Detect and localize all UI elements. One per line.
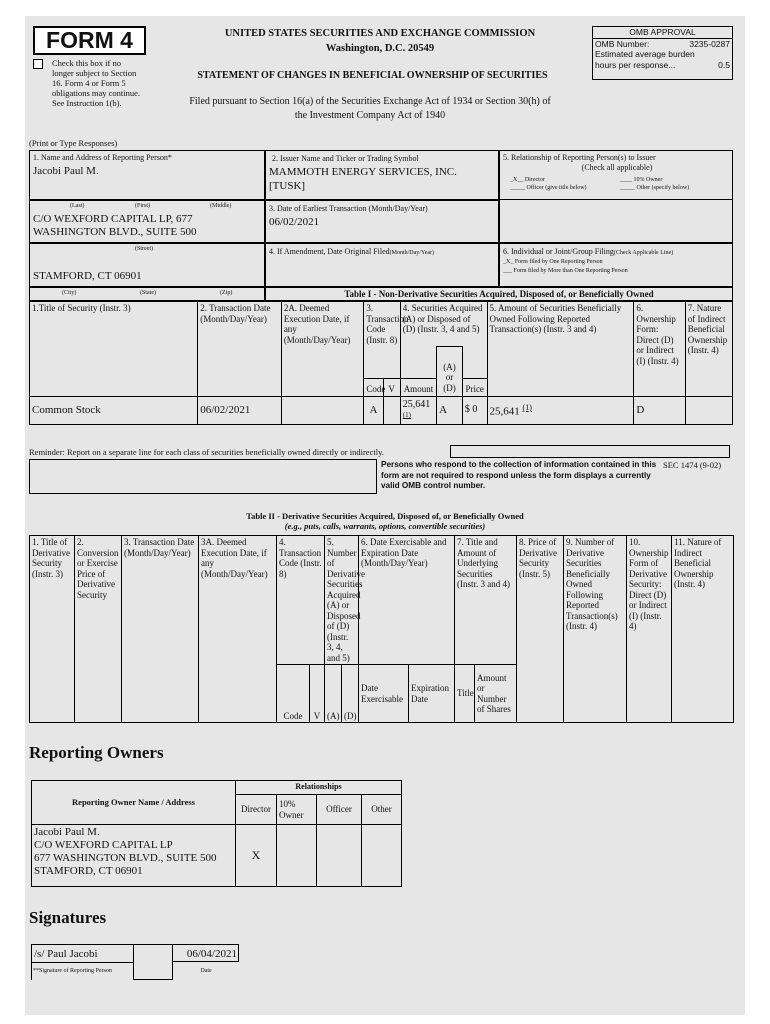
amendment-box bbox=[265, 243, 499, 287]
t2-h-date: 3. Transaction Date (Month/Day/Year) bbox=[122, 536, 199, 723]
t2-h-underlying: 7. Title and Amount of Underlying Securities (Instr. 3 and 4) bbox=[455, 536, 517, 665]
t2-h-nature: 11. Nature of Indirect Beneficial Ownership (Instr. 4) bbox=[672, 536, 734, 723]
earliest-date-label: 3. Date of Earliest Transaction (Month/Day/Year) bbox=[269, 204, 428, 213]
t2-h-sub-code: Code bbox=[277, 665, 310, 723]
table2-title: Table II - Derivative Securities Acquired, Disposed of, or Beneficially Owned bbox=[246, 511, 524, 521]
city-label: (City) bbox=[62, 290, 77, 296]
omb-number: 3235-0287 bbox=[689, 38, 730, 49]
table1-title: Table I - Non-Derivative Securities Acquired, Disposed of, or Beneficially Owned bbox=[344, 289, 654, 299]
table1-non-derivative bbox=[29, 301, 733, 425]
owner-mark: ____ bbox=[620, 177, 632, 183]
t1-row-price: $ 0 bbox=[462, 396, 487, 424]
t1-h-sub-code: Code bbox=[364, 378, 383, 396]
t2-h-sub-d: (D) bbox=[342, 665, 359, 723]
t2-h-sub-expiration: Expiration Date bbox=[409, 665, 455, 723]
t1-row-v bbox=[383, 396, 400, 424]
filed-pursuant-line1: Filed pursuant to Section 16(a) of the Securities Exchange Act of 1934 or Section 30(h) of bbox=[189, 96, 551, 107]
t2-h-sub-v: V bbox=[310, 665, 325, 723]
form-title: FORM 4 bbox=[46, 27, 133, 53]
group-filing-line2: ___ Form filed by More than One Reporting Person bbox=[503, 268, 628, 274]
first-label: (First) bbox=[135, 203, 150, 209]
t1-h-title: 1.Title of Security (Instr. 3) bbox=[30, 302, 198, 397]
group-filing-box bbox=[499, 243, 733, 287]
t2-h-owned: 9. Number of Derivative Securities Beneficially Owned Following Reported Transaction(s) (Instr. 4) bbox=[564, 536, 627, 723]
t1-row-code: A bbox=[364, 396, 383, 424]
issuer-box bbox=[265, 150, 499, 200]
reporting-street-box bbox=[29, 243, 265, 287]
sec-code: SEC 1474 (9-02) bbox=[663, 460, 722, 470]
owners-relationships-header: Relationships bbox=[236, 781, 402, 795]
filed-pursuant-line2: the Investment Company Act of 1940 bbox=[294, 110, 446, 121]
agency-name: UNITED STATES SECURITIES AND EXCHANGE COMMISSION bbox=[224, 28, 536, 39]
t2-h-form: 10. Ownership Form of Derivative Security: Direct (D) or Indirect (I) (Instr. 4) bbox=[627, 536, 672, 723]
owner-line-company: C/O WEXFORD CAPITAL LP bbox=[34, 839, 173, 851]
group-filing-line1: _X_ Form filed by One Reporting Person bbox=[503, 259, 603, 265]
reporting-city-box bbox=[29, 287, 265, 301]
omb-title: OMB APPROVAL bbox=[593, 27, 732, 39]
signature-rule bbox=[31, 962, 133, 963]
print-or-type: (Print or Type Responses) bbox=[29, 138, 118, 148]
reporting-person-box bbox=[29, 150, 265, 200]
t2-h-sub-a: (A) bbox=[325, 665, 342, 723]
t1-h-sub-v: V bbox=[383, 378, 400, 396]
relationship-label: 5. Relationship of Reporting Person(s) to Issuer bbox=[503, 153, 656, 162]
omb-approval-box bbox=[592, 26, 733, 80]
other-text: Other (specify below) bbox=[636, 185, 690, 191]
t1-h-sub-price: Price bbox=[462, 378, 487, 396]
reporting-person-label: 1. Name and Address of Reporting Person bbox=[33, 153, 168, 162]
t1-row-owned-cell bbox=[487, 396, 634, 424]
statement-title: STATEMENT OF CHANGES IN BENEFICIAL OWNERSHIP OF SECURITIES bbox=[197, 70, 548, 81]
owners-other-header: Other bbox=[362, 795, 402, 825]
owner-address-cell bbox=[32, 825, 236, 887]
last-label: (Last) bbox=[70, 203, 85, 209]
t2-h-code: 4. Transaction Code (Instr. 8) bbox=[277, 536, 325, 665]
t2-h-sub-title: Title bbox=[455, 665, 475, 723]
form-page bbox=[25, 16, 745, 1015]
t1-row-owned: 25,641 bbox=[489, 405, 520, 418]
omb-burden-line2: hours per response... bbox=[595, 59, 676, 70]
reminder-text: Reminder: Report on a separate line for each class of securities beneficially owned directly or indirectly. bbox=[29, 447, 384, 457]
t1-h-price-space bbox=[462, 346, 487, 378]
t1-h-sub-amount: Amount bbox=[400, 378, 436, 396]
issuer-label: 2. Issuer Name and Ticker or Trading Symbol bbox=[272, 154, 419, 163]
table-row bbox=[30, 396, 733, 424]
owner-ten-pct bbox=[277, 825, 317, 887]
omb-hours: 0.5 bbox=[718, 59, 730, 70]
t2-h-sub-amount: Amount or Number of Shares bbox=[475, 665, 517, 723]
address-line2: WASHINGTON BLVD., SUITE 500 bbox=[33, 226, 197, 238]
t1-row-amount-footnote[interactable]: (1) bbox=[402, 411, 411, 419]
asterisk: * bbox=[167, 153, 172, 162]
t1-h-deemed: 2A. Deemed Execution Date, if any (Month/Day/Year) bbox=[281, 302, 364, 397]
signatures-heading: Signatures bbox=[29, 908, 107, 927]
amendment-label: 4. If Amendment, Date Original Filed bbox=[269, 247, 390, 256]
reporting-owners-heading: Reporting Owners bbox=[29, 743, 164, 762]
t1-row-owned-footnote[interactable]: (1) bbox=[522, 402, 532, 412]
owner-other bbox=[362, 825, 402, 887]
relationship-rule bbox=[500, 199, 732, 200]
relationship-box bbox=[499, 150, 733, 243]
reminder-field bbox=[450, 445, 730, 458]
issuer-ticker: [TUSK] bbox=[269, 180, 306, 192]
t1-h-date: 2. Transaction Date (Month/Day/Year) bbox=[198, 302, 282, 397]
city-line: STAMFORD, CT 06901 bbox=[33, 270, 142, 282]
omb-number-label: OMB Number: bbox=[595, 38, 650, 49]
t1-row-nature bbox=[685, 396, 732, 424]
group-filing-label: 6. Individual or Joint/Group Filing bbox=[503, 247, 614, 256]
signature-value: /s/ Paul Jacobi bbox=[34, 948, 98, 960]
zip-label: (Zip) bbox=[220, 290, 233, 296]
t1-row-amount-cell bbox=[400, 396, 436, 424]
agency-city: Washington, D.C. 20549 bbox=[325, 43, 435, 54]
check-box-text: Check this box if no longer subject to Section 16. Form 4 or Form 5 obligations may continue. See Instruction 1(b). bbox=[52, 58, 141, 108]
owners-name-header: Reporting Owner Name / Address bbox=[32, 781, 236, 825]
officer-mark: _____ bbox=[510, 185, 525, 191]
signature-date-label: Date bbox=[200, 968, 212, 974]
t2-h-conversion: 2. Conversion or Exercise Price of Derivative Security bbox=[75, 536, 122, 723]
t1-h-form: 6. Ownership Form: Direct (D) or Indirect (I) (Instr. 4) bbox=[634, 302, 685, 397]
no-longer-subject-checkbox[interactable] bbox=[33, 59, 43, 69]
t1-row-title: Common Stock bbox=[30, 396, 198, 424]
owner-line-street: 677 WASHINGTON BLVD., SUITE 500 bbox=[34, 852, 217, 864]
t1-h-code-space bbox=[364, 346, 400, 378]
state-label: (State) bbox=[140, 290, 156, 296]
notice-left-field bbox=[29, 459, 377, 494]
owner-director: X bbox=[236, 825, 277, 887]
t2-h-sub-exercisable: Date Exercisable bbox=[359, 665, 409, 723]
owners-officer-header: Officer bbox=[317, 795, 362, 825]
group-filing-sub: (Check Applicable Line) bbox=[613, 250, 674, 256]
director-text: Director bbox=[524, 177, 545, 183]
t1-row-date: 06/02/2021 bbox=[198, 396, 282, 424]
table2-derivative bbox=[29, 535, 734, 723]
owner-text: 10% Owner bbox=[633, 177, 663, 183]
t1-h-securities: 4. Securities Acquired (A) or Disposed of (D) (Instr. 3, 4 and 5) bbox=[400, 302, 487, 347]
form-title-box bbox=[33, 26, 146, 55]
table2-subtitle: (e.g., puts, calls, warrants, options, convertible securities) bbox=[284, 521, 486, 531]
reporting-owners-table bbox=[31, 780, 402, 887]
signature-spacer-box bbox=[133, 944, 173, 980]
street-label: (Street) bbox=[135, 246, 153, 252]
signature-label: **Signature of Reporting Person bbox=[33, 968, 112, 974]
persons-notice: Persons who respond to the collection of information contained in this form are not required to respond unless the form displays a currently valid OMB control number. bbox=[381, 460, 657, 490]
t1-h-code: 3. Transaction Code (Instr. 8) bbox=[364, 302, 400, 347]
other-mark: _____ bbox=[620, 185, 635, 191]
amendment-sub: (Month/Day/Year) bbox=[389, 250, 435, 256]
t2-h-number: 5. Number of Derivative Securities Acquired (A) or Disposed of (D) (Instr. 3, 4, and 5) bbox=[325, 536, 359, 665]
t1-h-amount-space bbox=[400, 346, 436, 378]
signature-date: 06/04/2021 bbox=[186, 948, 237, 960]
owners-director-header: Director bbox=[236, 795, 277, 825]
t1-h-owned: 5. Amount of Securities Beneficially Owned Following Reported Transaction(s) (Instr. 3 and 4) bbox=[487, 302, 634, 397]
owner-officer bbox=[317, 825, 362, 887]
t1-row-aord: A bbox=[437, 396, 463, 424]
relationship-sub: (Check all applicable) bbox=[581, 163, 653, 172]
issuer-name: MAMMOTH ENERGY SERVICES, INC. bbox=[269, 166, 457, 178]
t1-row-amount: 25,641 bbox=[402, 399, 431, 410]
t1-row-form: D bbox=[634, 396, 685, 424]
t1-row-deemed bbox=[281, 396, 364, 424]
t1-h-aord: (A) or (D) bbox=[437, 346, 463, 396]
reporting-person-name: Jacobi Paul M. bbox=[33, 165, 99, 177]
address-line1: C/O WEXFORD CAPITAL LP, 677 bbox=[33, 213, 193, 225]
reporting-address-box bbox=[29, 200, 265, 243]
earliest-date: 06/02/2021 bbox=[269, 216, 320, 228]
table1-title-box bbox=[265, 287, 733, 301]
t2-h-exercisable: 6. Date Exercisable and Expiration Date (Month/Day/Year) bbox=[359, 536, 455, 665]
t2-h-title: 1. Title of Derivative Security (Instr. 3) bbox=[30, 536, 75, 723]
t1-h-nature: 7. Nature of Indirect Beneficial Ownership (Instr. 4) bbox=[685, 302, 732, 397]
director-mark: _X__ bbox=[510, 177, 524, 183]
t2-h-deemed: 3A. Deemed Execution Date, if any (Month/Day/Year) bbox=[199, 536, 277, 723]
owner-line-name: Jacobi Paul M. bbox=[34, 826, 100, 838]
middle-label: (Middle) bbox=[210, 203, 232, 209]
owner-line-city: STAMFORD, CT 06901 bbox=[34, 865, 143, 877]
omb-burden-line1: Estimated average burden bbox=[595, 49, 695, 59]
owners-ten-pct-header: 10% Owner bbox=[277, 795, 317, 825]
earliest-date-box bbox=[265, 200, 499, 243]
t2-h-price: 8. Price of Derivative Security (Instr. 5) bbox=[517, 536, 564, 723]
officer-text: Officer (give title below) bbox=[526, 185, 587, 191]
table-row bbox=[32, 825, 402, 887]
